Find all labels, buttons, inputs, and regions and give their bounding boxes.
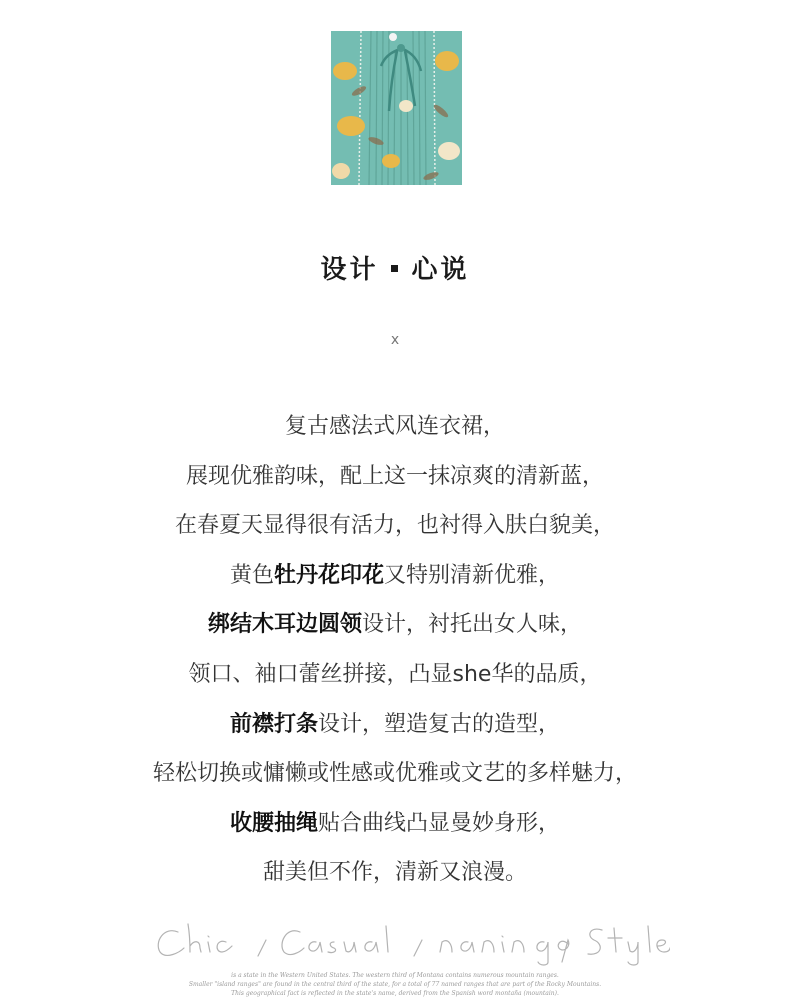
fine-print bbox=[0, 971, 790, 998]
dress-fabric-image bbox=[331, 31, 462, 185]
highlight-text: 前襟打条 bbox=[229, 711, 318, 737]
section-title-part2: 心说 bbox=[411, 255, 470, 285]
product-detail-photo bbox=[331, 31, 462, 185]
body-text-segment: 在春夏天显得很有活力，也衬得入肤白貌美， bbox=[174, 513, 615, 539]
highlight-text: 收腰抽绳 bbox=[229, 810, 318, 836]
body-text-segment: 贴合曲线凸显曼妙身形， bbox=[318, 810, 561, 836]
fine-print-line: This geographical fact is reflected in the state's name, derived from the Spanish word montaña (mountain). bbox=[231, 990, 559, 997]
highlight-text: 绑结木耳边圆领 bbox=[207, 612, 362, 638]
description-line bbox=[0, 551, 790, 601]
description-block bbox=[0, 402, 790, 898]
section-title-part1: 设计 bbox=[320, 255, 379, 285]
fine-print-line: Smaller "island ranges" are found in the central third of the state, for a total of 77 named ranges that are part of the Rocky Mountains. bbox=[188, 981, 602, 988]
body-text-segment: 领口、袖口蕾丝拼接，凸显she华的品质， bbox=[188, 661, 602, 687]
body-text-segment: 设计，塑造复古的造型， bbox=[318, 711, 561, 737]
description-line bbox=[0, 650, 790, 700]
description-line bbox=[0, 452, 790, 502]
divider-mark: x bbox=[390, 332, 400, 348]
body-text-segment: 黄色 bbox=[229, 562, 274, 588]
body-text-segment: 轻松切换或慵懒或性感或优雅或文艺的多样魅力， bbox=[152, 761, 637, 787]
description-line bbox=[0, 848, 790, 898]
description-line bbox=[0, 799, 790, 849]
description-line bbox=[0, 700, 790, 750]
description-line bbox=[0, 501, 790, 551]
handwritten-logo bbox=[150, 918, 670, 968]
body-text-segment: 复古感法式风连衣裙， bbox=[284, 414, 505, 439]
body-text-segment: 设计，衬托出女人味， bbox=[362, 612, 583, 638]
body-text-segment: 展现优雅韵味，配上这一抹凉爽的清新蓝， bbox=[185, 463, 604, 489]
highlight-text: 牡丹花印花 bbox=[273, 562, 384, 588]
body-text-segment: 又特别清新优雅， bbox=[384, 562, 561, 588]
description-line bbox=[0, 402, 790, 452]
description-line bbox=[0, 600, 790, 650]
script-signature bbox=[150, 918, 670, 968]
description-line bbox=[0, 749, 790, 799]
body-text-segment: 甜美但不作，清新又浪漫。 bbox=[262, 860, 527, 886]
section-title bbox=[0, 248, 790, 292]
fine-print-line: is a state in the Western United States. The western third of Montana contains numerous mountain ranges. bbox=[231, 972, 559, 979]
title-separator-dot bbox=[391, 265, 398, 272]
